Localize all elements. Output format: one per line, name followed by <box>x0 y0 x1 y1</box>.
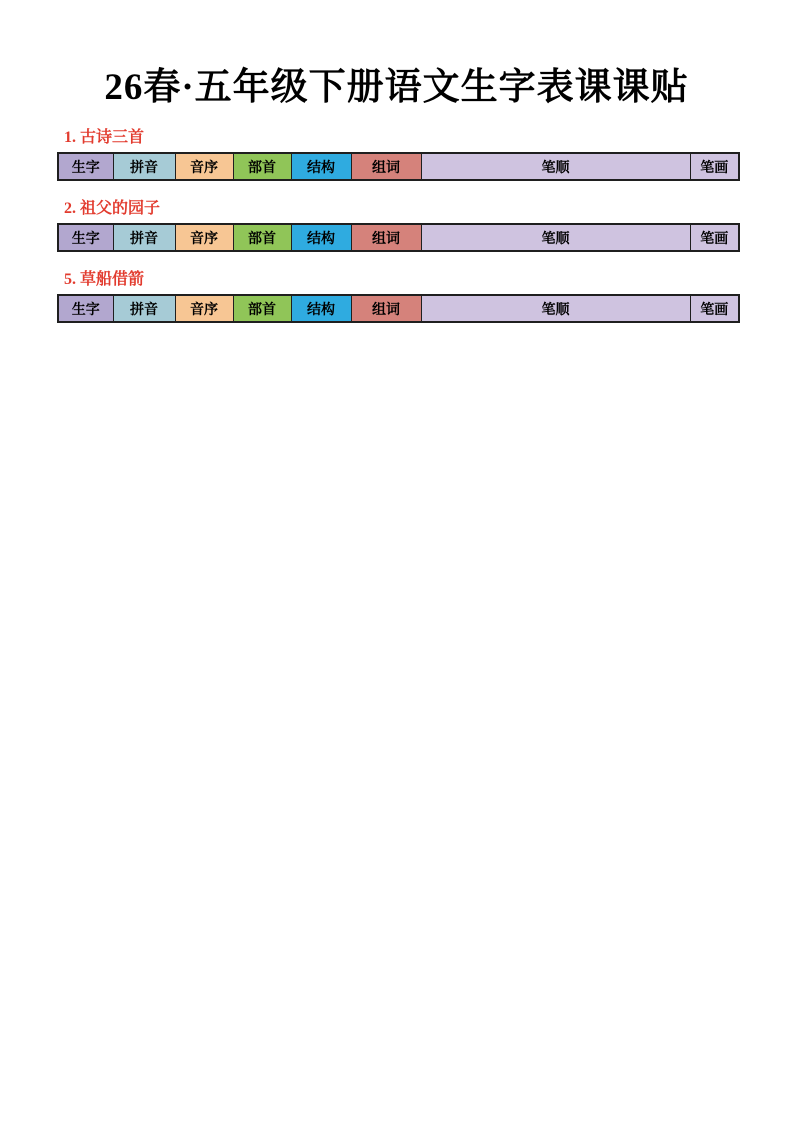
header-cell-pinyin: 拼音 <box>113 153 175 180</box>
header-cell-words: 组词 <box>351 224 421 251</box>
header-cell-pinyin: 拼音 <box>113 295 175 322</box>
sections-container <box>0 124 793 323</box>
header-cell-words: 组词 <box>351 295 421 322</box>
header-cell-pinyin: 拼音 <box>113 224 175 251</box>
header-cell-strokes: 笔画 <box>690 153 739 180</box>
header-cell-radical: 部首 <box>233 224 291 251</box>
page-title: 26春·五年级下册语文生字表课课贴 <box>104 67 689 108</box>
header-cell-radical: 部首 <box>233 295 291 322</box>
header-cell-strokes: 笔画 <box>690 224 739 251</box>
header-cell-initial: 音序 <box>175 295 233 322</box>
header-cell-initial: 音序 <box>175 224 233 251</box>
section-heading: 2. 祖父的园子 <box>64 200 161 217</box>
header-row <box>58 153 739 180</box>
header-cell-initial: 音序 <box>175 153 233 180</box>
header-cell-char: 生字 <box>58 153 113 180</box>
section-heading: 1. 古诗三首 <box>64 129 145 146</box>
vocab-table <box>57 223 740 252</box>
header-cell-char: 生字 <box>58 295 113 322</box>
header-cell-strokeorder: 笔顺 <box>421 224 690 251</box>
header-cell-strokeorder: 笔顺 <box>421 153 690 180</box>
vocab-table <box>57 152 740 181</box>
header-cell-strokes: 笔画 <box>690 295 739 322</box>
header-cell-strokeorder: 笔顺 <box>421 295 690 322</box>
header-cell-structure: 结构 <box>291 295 351 322</box>
header-cell-structure: 结构 <box>291 224 351 251</box>
section-heading: 5. 草船借箭 <box>64 271 145 288</box>
header-row <box>58 295 739 322</box>
header-cell-structure: 结构 <box>291 153 351 180</box>
vocab-table <box>57 294 740 323</box>
header-cell-words: 组词 <box>351 153 421 180</box>
header-cell-radical: 部首 <box>233 153 291 180</box>
header-cell-char: 生字 <box>58 224 113 251</box>
worksheet-page <box>0 0 793 323</box>
header-row <box>58 224 739 251</box>
